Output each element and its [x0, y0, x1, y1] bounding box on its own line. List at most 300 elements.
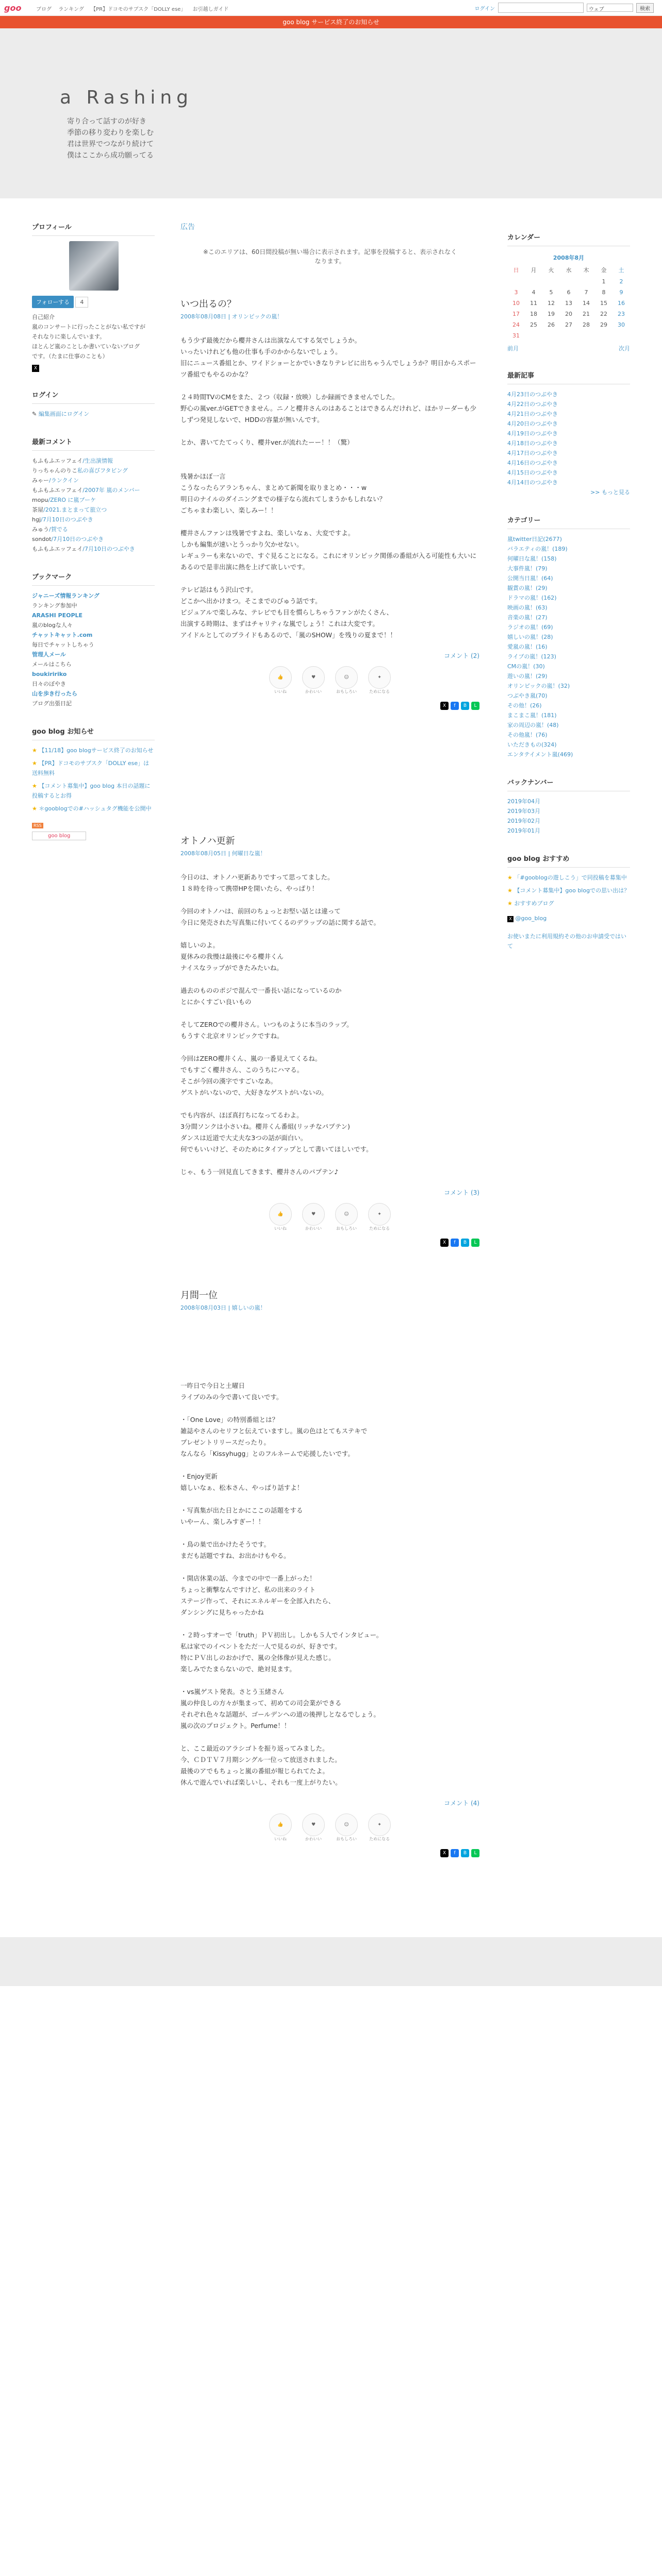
- bookmark-item: [32, 630, 155, 650]
- calendar-day: [525, 330, 542, 341]
- comment-user: みゃー: [32, 477, 49, 484]
- reaction-useful[interactable]: [368, 666, 391, 694]
- bookmark-item: [32, 591, 155, 611]
- login-title: ログイン: [32, 389, 155, 404]
- calendar-weekday: 火: [548, 267, 554, 274]
- post-body-line: [180, 1403, 479, 1414]
- bookmark-desc: 日々のぼやき: [32, 681, 66, 687]
- category-link[interactable]: 何曜日な嵐！(158): [507, 555, 557, 562]
- post-body-line: もう少ず最後だから櫻井さんは出演なんてする気でしょうか。: [180, 336, 361, 344]
- calendar-day[interactable]: 19: [548, 311, 555, 317]
- calendar-day[interactable]: 13: [565, 300, 572, 307]
- post-body-line: 過去のもののポジで混んで一番長い話になっているのか: [180, 987, 342, 994]
- x-icon[interactable]: X: [32, 365, 39, 372]
- calendar-weekday: 木: [583, 267, 589, 274]
- calendar-day[interactable]: 24: [512, 321, 520, 328]
- bookmark-link[interactable]: ジャニーズ情報ランキング: [32, 592, 100, 599]
- post-body-line: ダンスは近道で大丈夫な3つの話が面白い。: [180, 1134, 307, 1142]
- post-body-line: 今回のオトノハは、前回のちょっとお堅い話とは違って: [180, 907, 341, 915]
- reaction-cute[interactable]: [302, 1203, 325, 1231]
- profile-line: それなりに楽しんでいます。: [32, 333, 106, 340]
- reaction-good[interactable]: [269, 1814, 292, 1842]
- post-title[interactable]: いつ出るの？: [180, 299, 236, 310]
- post-body-line: それぞれ色々な話題が、ゴールデンへの道の後押しとなるでしょう。: [180, 1710, 380, 1718]
- profile-text: [32, 312, 155, 361]
- comment-link[interactable]: /7月10日のつぶやき: [51, 536, 104, 543]
- goo-rec-link[interactable]: おすすめブログ: [514, 900, 554, 907]
- post-body-line: とにかくすごい良いもの: [180, 998, 252, 1006]
- post-body-line: 嬉しいのよ。: [180, 941, 220, 949]
- follower-count[interactable]: 4: [75, 297, 88, 308]
- post-body-line: でもすごく櫻井さん、このうちにハマる。: [180, 1066, 304, 1074]
- nav-item-ranking[interactable]: ランキング: [58, 7, 84, 12]
- category-link[interactable]: 嵐twitter日記(2677): [507, 536, 562, 543]
- reaction-useful[interactable]: [368, 1814, 391, 1842]
- calendar-next-link[interactable]: 次月: [619, 345, 630, 352]
- bookmark-link[interactable]: チャットキャット.com: [32, 632, 93, 638]
- post: [180, 1288, 479, 1857]
- post-body-line: ゲストがいないので、大好きなゲストがいないの。: [180, 1089, 328, 1096]
- reaction-good[interactable]: [269, 666, 292, 694]
- post-body-line: [180, 573, 479, 584]
- calendar-day[interactable]: 14: [583, 300, 590, 307]
- post-body-line: ２４時間TVのCMをまた、２つ（収録・放映）しか録画できませんでした。: [180, 393, 399, 401]
- calendar-day[interactable]: 21: [583, 311, 590, 317]
- calendar-day: [542, 330, 560, 341]
- post-body-line: 何でもいいけど、そのためにタイアップとして書いてほしいです。: [180, 1145, 373, 1153]
- goo-notice-section: [32, 726, 155, 840]
- calendar-prev-link[interactable]: 前月: [507, 345, 519, 352]
- reaction-label: かわいい: [305, 1837, 322, 1841]
- bookmark-link[interactable]: 管理人メール: [32, 651, 66, 658]
- post-body-line: 楽しみでたまらないので、絶対見ます。: [180, 1665, 296, 1673]
- recent-post-link[interactable]: 4月14日のつぶやき: [507, 479, 558, 486]
- post-body-line: アイドルとしてのプライドもあるので、「嵐のSHOW」を残りの夏まで！！: [180, 631, 397, 639]
- reaction-funny[interactable]: [335, 666, 358, 694]
- category-link[interactable]: 遊いの嵐！(29): [507, 673, 548, 680]
- post-date[interactable]: 2008年08月08日 | オリンピックの嵐！: [180, 313, 283, 320]
- post-body-line: プレゼントリリースだったり。: [180, 1438, 270, 1446]
- nav-item-blog[interactable]: ブログ: [36, 7, 52, 12]
- star-icon: ★: [32, 747, 37, 754]
- calendar-day[interactable]: 8: [602, 289, 606, 296]
- calendar-day[interactable]: 30: [618, 321, 625, 328]
- calendar-day: [560, 330, 577, 341]
- bookmark-link[interactable]: 山を歩き行ったら: [32, 690, 77, 697]
- backnumber-link[interactable]: 2019年02月: [507, 818, 540, 824]
- hatena-share-icon[interactable]: B: [461, 1239, 469, 1247]
- post-body-line: そこが今回の漢字ですごいなあ。: [180, 1077, 277, 1085]
- nav-item-move[interactable]: お引越しガイド: [192, 7, 229, 12]
- hatena-share-icon[interactable]: B: [461, 1849, 469, 1857]
- post-body-line: ・鳥の巣で出かけたそうです。: [180, 1540, 271, 1548]
- post-body-line: 最後のアでもちょっと嵐の番組が報じられてたよ。: [180, 1767, 329, 1775]
- post-body-line: 旧にニュース番組とか、ワイドショーとかでいきなりテレビに出ちゃうんでしょうか？明日からスポーツ番組でもやるのかな？: [180, 359, 476, 378]
- category-link[interactable]: 愛嵐の嵐！(16): [507, 643, 548, 650]
- desc-line: 僕はここから成功願ってる: [67, 151, 154, 160]
- comment-link[interactable]: /2021.まとまって旅立つ: [43, 506, 107, 513]
- comment-user: みゅう: [32, 526, 49, 533]
- category-link[interactable]: その他！(26): [507, 702, 542, 709]
- category-link[interactable]: CMの嵐！(30): [507, 663, 545, 670]
- post-body-line: 特にＰＶ出しのおかげで、嵐の全体像が見えた感じ。: [180, 1654, 335, 1662]
- goo-rec-link[interactable]: 【コメント募集中】goo blogでの思い出は？: [514, 887, 630, 894]
- comment-count-link[interactable]: コメント (3): [444, 1189, 479, 1196]
- calendar-day[interactable]: 29: [600, 321, 607, 328]
- backnumber-link[interactable]: 2019年01月: [507, 827, 540, 834]
- reaction-cute[interactable]: [302, 666, 325, 694]
- login-link[interactable]: ログイン: [474, 6, 495, 12]
- comment-item: [32, 495, 155, 505]
- post-body-line: [180, 516, 479, 528]
- bookmark-item: [32, 650, 155, 669]
- post-body-line: ・写真集が出た日とかにここの話題をする: [180, 1506, 303, 1514]
- post: [180, 297, 479, 710]
- backnumber-list: [507, 796, 630, 836]
- reaction-label: おもしろい: [336, 689, 357, 694]
- post-body: [180, 1380, 479, 1788]
- post-body-line: とか、書いてたてっくり、櫻井ver.が流れたーー！！（驚）: [180, 438, 354, 446]
- bookmarks-title: ブックマーク: [32, 571, 155, 586]
- search-scope-select[interactable]: ウェブ: [587, 4, 633, 12]
- comment-link[interactable]: /ZERO に嵐ブーケ: [48, 497, 96, 503]
- calendar-day[interactable]: 15: [600, 300, 607, 307]
- post-body-line: 夏休みの我慢は最後にやる櫻井くん: [180, 953, 284, 960]
- goo-notice-link[interactable]: 【11/18】goo blogサービス終了のお知らせ: [39, 747, 154, 754]
- comment-user: もふもふエッフェイ: [32, 546, 83, 552]
- recent-post-link[interactable]: 4月21日のつぶやき: [507, 411, 558, 417]
- comment-link[interactable]: /ランクイン: [49, 477, 79, 484]
- post-body-line: [180, 1155, 479, 1166]
- service-end-notice[interactable]: [0, 16, 662, 28]
- calendar-day[interactable]: 27: [565, 321, 572, 328]
- post-body-line: ダンシングに見ちゃったかね: [180, 1608, 264, 1616]
- category-link[interactable]: 家の周辺の嵐！(48): [507, 722, 559, 728]
- recent-post-link[interactable]: 4月22日のつぶやき: [507, 401, 558, 408]
- post-body-line: 一昨日で今日と土曜日: [180, 1382, 245, 1389]
- x-share-icon[interactable]: X: [440, 1239, 449, 1247]
- comment-count-link[interactable]: コメント (2): [444, 652, 479, 659]
- calendar-day[interactable]: 7: [584, 289, 588, 296]
- left-sidebar: [32, 222, 155, 858]
- goo-rec-note[interactable]: お使いまたに利用規約その他のお申請受ではいて: [507, 933, 626, 950]
- category-link[interactable]: つぶやき嵐(70): [507, 692, 548, 699]
- post-body-line: [180, 426, 479, 437]
- ad-band: [0, 1937, 662, 1986]
- goo-rec-link[interactable]: 「#gooblogの遊しこう」で同投稿を募集中: [514, 874, 627, 881]
- follow-button[interactable]: フォローする: [32, 296, 74, 308]
- reaction-label: かわいい: [305, 689, 322, 694]
- heart-icon: ♥: [302, 1814, 325, 1836]
- goo-recommend-section: [507, 853, 630, 951]
- calendar-day[interactable]: 10: [512, 300, 520, 307]
- calendar-day[interactable]: 6: [567, 289, 571, 296]
- search-button[interactable]: 検索: [636, 3, 654, 13]
- recent-more-link[interactable]: >> もっと見る: [590, 489, 630, 496]
- star-icon: ★: [507, 874, 512, 881]
- recent-post-link[interactable]: 4月18日のつぶやき: [507, 440, 558, 447]
- smile-icon: ☺: [335, 666, 358, 689]
- goo-notice-link[interactable]: 【PR】ドコモのサブスク「DOLLY ese」は送料無料: [32, 760, 150, 776]
- post-body-line: しかも編集が速いとうっかり欠かせない。: [180, 540, 303, 548]
- recent-post-link[interactable]: 4月16日のつぶやき: [507, 460, 558, 466]
- post-title[interactable]: 月間一位: [180, 1290, 218, 1301]
- comment-link[interactable]: 私の喜びフタビング: [77, 467, 128, 474]
- facebook-share-icon[interactable]: f: [451, 702, 459, 710]
- calendar-day[interactable]: 5: [549, 289, 553, 296]
- calendar-weekday: 月: [531, 267, 537, 274]
- goo-x-handle[interactable]: @goo_blog: [515, 915, 547, 922]
- line-share-icon[interactable]: L: [471, 702, 479, 710]
- pencil-icon: ✎: [32, 411, 37, 417]
- bookmarks-section: [32, 571, 155, 708]
- category-link[interactable]: その他嵐！(76): [507, 732, 548, 738]
- post-body-line: ビジュアルで楽しみな、テレビでも目を慣らしちゃうファンがたくさん、: [180, 608, 393, 616]
- comment-item: [32, 515, 155, 524]
- comment-user: 茶屋: [32, 506, 43, 513]
- smile-icon: ☺: [335, 1203, 358, 1226]
- post-body-line: ちょっと衝撃なんですけど、私の出来のライト: [180, 1586, 316, 1594]
- blog-title[interactable]: a Rashing: [60, 87, 193, 108]
- comment-count-link[interactable]: コメント (4): [444, 1800, 479, 1807]
- post-body-line: 野心の嵐ver.がGETできません。ニノと櫻井さんのはあることはできるんだけれど、ほかリーダーも少しずつ発見しないで、HDDの容量が無いんです。: [180, 404, 477, 423]
- post-body-line: 私は家でのイベントをただ一人で見るのが、好きです。: [180, 1642, 341, 1650]
- facebook-share-icon[interactable]: f: [451, 1239, 459, 1247]
- category-link[interactable]: 観賞の嵐！(29): [507, 585, 548, 591]
- share-buttons: [180, 702, 479, 710]
- post-body-line: そしてZEROでの櫻井さん。いつものように本当のラップ。: [180, 1021, 353, 1028]
- calendar-day[interactable]: 23: [618, 311, 625, 317]
- calendar-section: [507, 232, 630, 352]
- category-link[interactable]: 嬉しいの嵐！(28): [507, 634, 553, 640]
- calendar-day[interactable]: 16: [618, 300, 625, 307]
- calendar-day: [613, 330, 630, 341]
- recent-post-link[interactable]: 4月19日のつぶやき: [507, 430, 558, 437]
- calendar-day[interactable]: 1: [602, 278, 606, 285]
- bookmark-desc: メールはこちら: [32, 661, 72, 668]
- calendar-day[interactable]: 28: [583, 321, 590, 328]
- recent-comments-section: [32, 436, 155, 554]
- reaction-buttons: [180, 666, 479, 694]
- post-body-line: [180, 974, 479, 985]
- calendar-day[interactable]: 26: [548, 321, 555, 328]
- backnumber-link[interactable]: 2019年04月: [507, 798, 540, 805]
- search-input[interactable]: [498, 3, 584, 13]
- goo-logo[interactable]: goo: [4, 3, 22, 13]
- goo-notice-item: [32, 781, 155, 801]
- bookmark-item: [32, 689, 155, 708]
- post-body-line: なんなら「Kissyhugg」とのフルネームで応援したいです。: [180, 1450, 354, 1458]
- top-search-area: [475, 3, 654, 13]
- comment-link[interactable]: /賀でる: [49, 526, 68, 533]
- reaction-good[interactable]: [269, 1203, 292, 1231]
- post: [180, 834, 479, 1247]
- post-body-line: ・Enjoy更新: [180, 1472, 218, 1480]
- calendar-day[interactable]: 12: [548, 300, 555, 307]
- recent-list: [507, 389, 630, 487]
- comment-user: mopu: [32, 497, 48, 503]
- goo-rec-item: [507, 886, 630, 895]
- lightbulb-icon: ✦: [368, 1814, 391, 1836]
- category-link[interactable]: エンタテイメント嵐(469): [507, 751, 573, 758]
- calendar-title: カレンダー: [507, 232, 630, 246]
- comment-link[interactable]: /7月10日のつぶやき: [41, 516, 93, 523]
- heart-icon: ♥: [302, 666, 325, 689]
- star-icon: ★: [32, 805, 37, 812]
- x-share-icon[interactable]: X: [440, 1849, 449, 1857]
- post-body-line: 出演する時期は、まずはチャリティな嵐でしょう！これは大変です。: [180, 620, 379, 628]
- hatena-share-icon[interactable]: B: [461, 702, 469, 710]
- calendar-day[interactable]: 4: [532, 289, 536, 296]
- category-link[interactable]: バラエティの嵐！(189): [507, 546, 568, 552]
- category-link[interactable]: ドラマの嵐！(162): [507, 595, 557, 601]
- ad-label: 広告: [180, 223, 195, 231]
- post-date[interactable]: 2008年08月03日 | 嬉しいの嵐！: [180, 1304, 266, 1311]
- recent-post-link[interactable]: 4月23日のつぶやき: [507, 391, 558, 398]
- post-body-line: どこかへ出かけまつ。そこまでのびゅう話です。: [180, 597, 322, 605]
- thumbs-up-icon: 👍: [269, 1814, 292, 1836]
- comment-item: [32, 544, 155, 554]
- category-link[interactable]: 音楽の嵐！(27): [507, 614, 548, 621]
- calendar-day[interactable]: 20: [565, 311, 572, 317]
- post-body-line: [180, 460, 479, 471]
- facebook-share-icon[interactable]: f: [451, 1849, 459, 1857]
- post-title[interactable]: オトノハ更新: [180, 836, 235, 846]
- recent-post-link[interactable]: 4月20日のつぶやき: [507, 420, 558, 427]
- post-body-line: 休んで遊んでいれば楽しいし、それも一度上がりたい。: [180, 1778, 342, 1786]
- calendar-day[interactable]: 18: [530, 311, 537, 317]
- bookmark-link[interactable]: boukiririko: [32, 671, 67, 677]
- calendar-day: [577, 276, 595, 287]
- comment-item: [32, 485, 155, 495]
- calendar-caption: 2008年8月: [553, 255, 585, 261]
- comment-user: もふもふエッフェイ: [32, 457, 83, 464]
- reaction-label: いいね: [274, 1226, 287, 1231]
- category-link[interactable]: まこまこ嵐！(181): [507, 712, 557, 719]
- calendar-day[interactable]: 2: [619, 278, 623, 285]
- reaction-label: いいね: [274, 1837, 287, 1841]
- x-icon: X: [507, 916, 514, 922]
- calendar-weekday: 金: [601, 267, 607, 274]
- bookmark-desc: 嵐のblogな人々: [32, 622, 73, 629]
- edit-login-link[interactable]: 編集画面にログイン: [38, 411, 90, 417]
- backnumber-section: [507, 777, 630, 836]
- comment-link[interactable]: /7月10日のつぶやき: [82, 546, 135, 552]
- post-body-line: [180, 1732, 479, 1743]
- rss-icon[interactable]: RSS: [32, 823, 43, 828]
- goo-rec-item: [507, 899, 630, 908]
- calendar-day[interactable]: 31: [512, 332, 520, 339]
- notice-text[interactable]: goo blog サービス終了のお知らせ: [283, 19, 379, 26]
- comment-item: [32, 456, 155, 466]
- post-body-line: ライブのみの今で書いて良いです。: [180, 1393, 283, 1401]
- blog-header: [0, 28, 662, 198]
- post-body: [180, 872, 479, 1178]
- reaction-label: かわいい: [305, 1226, 322, 1231]
- recent-post-link[interactable]: 4月17日のつぶやき: [507, 450, 558, 456]
- ad-notice: ※このエリアは、60日間投稿が無い場合に表示されます。記事を投稿すると、表示されなくなります。: [203, 248, 457, 265]
- category-link[interactable]: オリンピックの嵐！(32): [507, 683, 570, 689]
- nav-item-pr[interactable]: 【PR】ドコモのサブスク「DOLLY ese」: [91, 7, 186, 12]
- goo-x-link[interactable]: [507, 913, 630, 923]
- category-link[interactable]: ラジオの嵐！(69): [507, 624, 553, 631]
- post-body-line: ステージ作って、それにエネルギーを全部入れたら、: [180, 1597, 335, 1605]
- post-body-line: 嬉しいなぁ、松本さん、やっぱり話すよ！: [180, 1484, 304, 1492]
- calendar-weekday: 水: [566, 267, 572, 274]
- goo-notice-item: [32, 758, 155, 778]
- category-link[interactable]: ライブの嵐！(123): [507, 653, 556, 660]
- category-link[interactable]: 大事件嵐！(79): [507, 565, 548, 572]
- post-body-line: 明日のナイルのダイニングまでの様子なら流れてしまうかもしれない？: [180, 495, 386, 503]
- profile-section: [32, 222, 155, 372]
- post-body-line: [180, 1494, 479, 1505]
- line-share-icon[interactable]: L: [471, 1849, 479, 1857]
- reaction-buttons: [180, 1814, 479, 1842]
- avatar[interactable]: [69, 241, 119, 291]
- star-icon: ★: [32, 760, 37, 767]
- calendar-day: [525, 276, 542, 287]
- reaction-useful[interactable]: [368, 1203, 391, 1231]
- post-body-line: じゃ、もう一回見直してきます、櫻井さんのパプテン♪: [180, 1168, 339, 1176]
- share-buttons: [180, 1239, 479, 1247]
- calendar-day[interactable]: 9: [619, 289, 623, 296]
- reaction-funny[interactable]: [335, 1814, 358, 1842]
- smile-icon: ☺: [335, 1814, 358, 1836]
- post-body-line: ・開店休業の話、今までの中で一番上がった！: [180, 1574, 316, 1582]
- line-share-icon[interactable]: L: [471, 1239, 479, 1247]
- post-body-line: ・２時っすオーで「truth」ＰＶ初出し。しかも５人でインタビュー。: [180, 1631, 383, 1639]
- global-nav: [36, 5, 234, 12]
- post-body-line: [180, 1042, 479, 1053]
- goo-blog-badge[interactable]: goo blog: [32, 832, 86, 840]
- category-title: カテゴリー: [507, 515, 630, 529]
- reaction-funny[interactable]: [335, 1203, 358, 1231]
- post-date[interactable]: 2008年08月05日 | 何曜日な嵐！: [180, 850, 266, 857]
- post-body-line: [180, 1460, 479, 1471]
- goo-notice-link[interactable]: ＊gooblogでの#ハッシュタグ機能を公開中: [39, 805, 152, 812]
- desc-line: 寄り合って話すのが好き: [67, 117, 146, 126]
- goo-notice-link[interactable]: 【コメント募集中】goo blog 本日の話題に投稿するとお得: [32, 783, 151, 799]
- backnumber-link[interactable]: 2019年03月: [507, 808, 540, 815]
- lightbulb-icon: ✦: [368, 1203, 391, 1226]
- calendar-day: [577, 330, 595, 341]
- calendar-day[interactable]: 25: [530, 321, 537, 328]
- category-link[interactable]: いただきもの(324): [507, 741, 557, 748]
- reaction-buttons: [180, 1203, 479, 1231]
- calendar-day[interactable]: 11: [530, 300, 537, 307]
- recent-posts-section: [507, 370, 630, 497]
- comment-link[interactable]: /生出演情報: [82, 457, 113, 464]
- recent-post-link[interactable]: 4月15日のつぶやき: [507, 469, 558, 476]
- bookmark-desc: ランキング参加中: [32, 602, 77, 609]
- post-body-line: ナイスなラップができたみたいね。: [180, 964, 283, 972]
- reaction-cute[interactable]: [302, 1814, 325, 1842]
- calendar-day[interactable]: 3: [514, 289, 518, 296]
- backnumber-title: バックナンバー: [507, 777, 630, 791]
- star-icon: ★: [32, 783, 37, 789]
- calendar-day: [542, 276, 560, 287]
- post-body-line: でも内容が、ほぼ真打ちになってるわよ。: [180, 1111, 303, 1119]
- category-link[interactable]: 公開当日嵐！(64): [507, 575, 553, 582]
- x-share-icon[interactable]: X: [440, 702, 449, 710]
- calendar-day[interactable]: 22: [600, 311, 607, 317]
- category-section: [507, 515, 630, 759]
- profile-title: プロフィール: [32, 222, 155, 236]
- comment-link[interactable]: /2007年 嵐のメンバー: [82, 487, 140, 494]
- calendar-day[interactable]: 17: [512, 311, 520, 317]
- bookmark-link[interactable]: ARASHI PEOPLE: [32, 612, 83, 619]
- category-link[interactable]: 映画の嵐！(63): [507, 604, 548, 611]
